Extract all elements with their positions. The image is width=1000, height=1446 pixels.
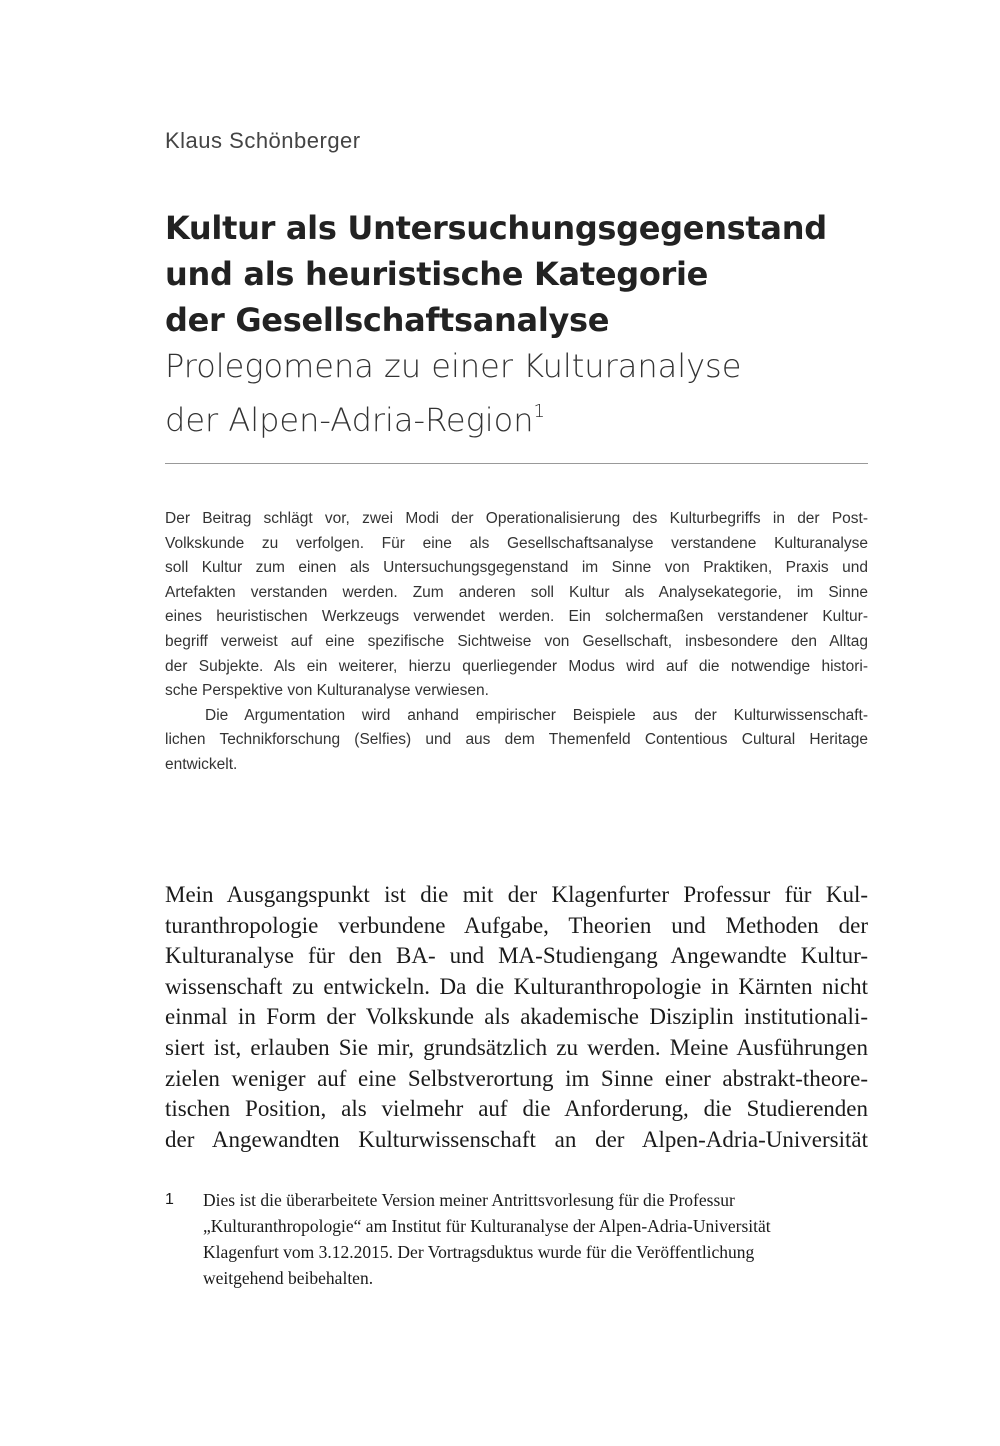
body-line: der Angewandten Kulturwissenschaft an der Alpen-Adria-Universität: [165, 1126, 868, 1152]
body-line: siert ist, erlauben Sie mir, grundsätzlich zu werden. Meine Ausführungen: [165, 1034, 868, 1060]
author-name: Klaus Schönberger: [165, 128, 361, 153]
body-line: tischen Position, als vielmehr auf die Anforderung, die Studierenden: [165, 1096, 868, 1122]
body-line: einmal in Form der Volkskunde als akademische Disziplin institutionali-: [165, 1004, 868, 1030]
abstract-line: sche Perspektive von Kulturanalyse verwiesen.: [165, 682, 489, 700]
subtitle-line: Prolegomena zu einer Kulturanalyse: [165, 347, 742, 385]
footnote-ref: 1: [533, 401, 545, 422]
abstract-line: soll Kultur zum einen als Untersuchungsgegenstand im Sinne von Praktiken, Praxis und: [165, 559, 868, 577]
abstract-line: Die Argumentation wird anhand empirischer Beispiele aus der Kulturwissenschaft-: [205, 706, 868, 724]
abstract: [165, 507, 868, 778]
subtitle-text: der Alpen-Adria-Region: [165, 401, 534, 439]
abstract-line: Volkskunde zu verfolgen. Für eine als Gesellschaftsanalyse verstandene Kulturanalyse: [165, 534, 868, 552]
body-line: Mein Ausgangspunkt ist die mit der Klagenfurter Professur für Kul-: [165, 882, 868, 907]
footnote-line: Dies ist die überarbeitete Version meiner Antrittsvorlesung für die Professur: [203, 1190, 735, 1210]
body-line: wissenschaft zu entwickeln. Da die Kulturanthropologie in Kärnten nicht: [165, 973, 868, 999]
article-title: [165, 205, 868, 443]
body-text: [165, 880, 868, 1155]
title-line: der Gesellschaftsanalyse: [165, 301, 610, 339]
footnote: [165, 1187, 868, 1291]
abstract-line: entwickelt.: [165, 755, 238, 773]
footnote-line: „Kulturanthropologie“ am Institut für Kulturanalyse der Alpen-Adria-Universität: [203, 1216, 771, 1236]
abstract-line: Der Beitrag schlägt vor, zwei Modi der Operationalisierung des Kulturbegriffs in der Post-: [165, 510, 868, 527]
body-line: Kulturanalyse für den BA- und MA-Studiengang Angewandte Kultur-: [165, 943, 868, 969]
footnote-number: 1: [165, 1191, 174, 1208]
title-line: Kultur als Untersuchungsgegenstand: [165, 209, 827, 247]
footnote-line: weitgehend beibehalten.: [203, 1268, 374, 1288]
abstract-line: eines heuristischen Werkzeugs verwendet werden. Ein solchermaßen verstandener Kultur-: [165, 608, 868, 626]
abstract-line: Artefakten verstanden werden. Zum anderen soll Kultur als Analysekategorie, im Sinne: [165, 583, 868, 601]
abstract-line: der Subjekte. Als ein weiterer, hierzu querliegender Modus wird auf die notwendige histori-: [165, 657, 868, 675]
body-line: zielen weniger auf eine Selbstverortung im Sinne einer abstrakt-theore-: [165, 1065, 868, 1091]
divider: [165, 463, 868, 464]
abstract-line: begriff verweist auf eine spezifische Sichtweise von Gesellschaft, insbesondere den Alltag: [165, 632, 868, 650]
abstract-line: lichen Technikforschung (Selfies) und aus dem Themenfeld Contentious Cultural Heritage: [165, 731, 868, 749]
title-line: und als heuristische Kategorie: [165, 255, 709, 293]
subtitle-line: [165, 389, 868, 443]
body-line: turanthropologie verbundene Aufgabe, Theorien und Methoden der: [165, 912, 868, 938]
footnote-line: Klagenfurt vom 3.12.2015. Der Vortragsduktus wurde für die Veröffentlichung: [203, 1242, 755, 1262]
